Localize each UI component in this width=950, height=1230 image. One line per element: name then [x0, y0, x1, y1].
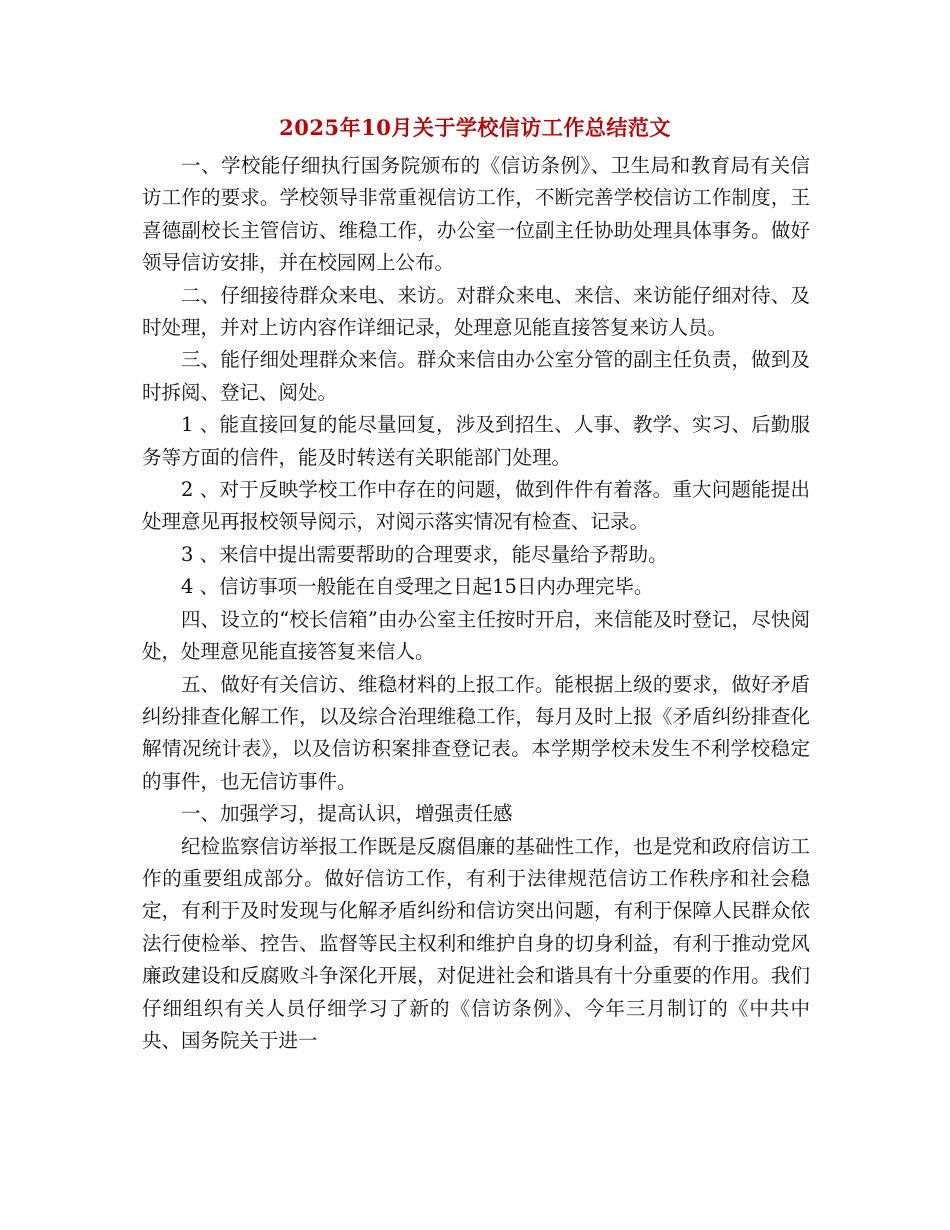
section-heading: 一、加强学习，提高认识，增强责任感 [181, 802, 513, 826]
document-body [142, 150, 810, 1057]
paragraph-6: 3 、来信中提出需要帮助的合理要求，能尽量给予帮助。 [181, 542, 668, 566]
paragraph-8: 四、设立的“校长信箱”由办公室主任按时开启，来信能及时登记，尽快阅处，处理意见能直接答复来信人。 [142, 607, 810, 664]
paragraph-2: 二、仔细接待群众来电、来访。对群众来电、来信、来访能仔细对待、及时处理，并对上访内容作详细记录，处理意见能直接答复来访人员。 [142, 283, 810, 340]
document-title: 2025年10月关于学校信访工作总结范文 [279, 115, 671, 140]
paragraph-9: 五、做好有关信访、维稳材料的上报工作。能根据上级的要求，做好矛盾纠纷排查化解工作，以及综合治理维稳工作，每月及时上报《矛盾纠纷排查化解情况统计表》，以及信访积案排查登记表。本学期学校未发生不利学校稳定的事件，也无信访事件。 [142, 672, 810, 793]
paragraph-3: 三、能仔细处理群众来信。群众来信由办公室分管的副主任负责，做到及时拆阅、登记、阅处。 [142, 348, 810, 404]
paragraph-5: 2 、对于反映学校工作中存在的问题，做到件件有着落。重大问题能提出处理意见再报校领导阅示，对阅示落实情况有检查、记录。 [142, 478, 810, 534]
paragraph-1: 一、学校能仔细执行国务院颁布的《信访条例》、卫生局和教育局有关信访工作的要求。学校领导非常重视信访工作，不断完善学校信访工作制度，王喜德副校长主管信访、维稳工作，办公室一位副主任协助处理具体事务。做好领导信访安排，并在校园网上公布。 [142, 154, 810, 275]
paragraph-7: 4 、信访事项一般能在自受理之日起15日内办理完毕。 [181, 575, 654, 599]
paragraph-4: 1 、能直接回复的能尽量回复，涉及到招生、人事、教学、实习、后勤服务等方面的信件，能及时转送有关职能部门处理。 [142, 413, 810, 469]
paragraph-11: 纪检监察信访举报工作既是反腐倡廉的基础性工作，也是党和政府信访工作的重要组成部分。做好信访工作，有利于法律规范信访工作秩序和社会稳定，有利于及时发现与化解矛盾纠纷和信访突出问题，有利于保障人民群众依法行使检举、控告、监督等民主权利和维护自身的切身利益，有利于推动党风廉政建设和反腐败斗争深化开展，对促进社会和谐具有十分重要的作用。我们仔细组织有关人员仔细学习了新的《信访条例》、今年三月制订的《中共中央、国务院关于进一 [142, 834, 810, 1052]
